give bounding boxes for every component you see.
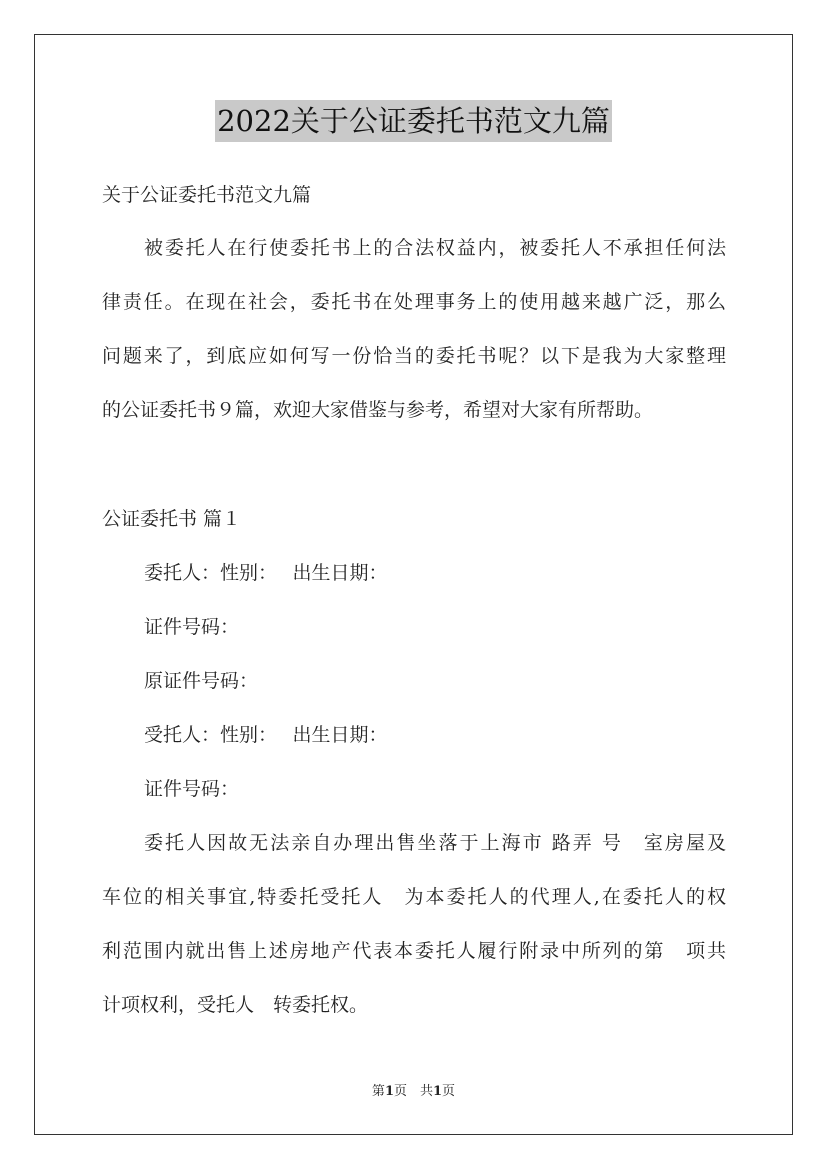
intro-line-3: 问题来了，到底应如何写一份恰当的委托书呢？以下是我为大家整理 bbox=[102, 345, 726, 367]
footer-page-suffix: 页 共 bbox=[393, 1084, 433, 1099]
body-line-4: 计项权利，受托人 转委托权。 bbox=[102, 994, 369, 1016]
body-line-3: 利范围内就出售上述房地产代表本委托人履行附录中所列的第 项共 bbox=[102, 940, 726, 962]
document-title: 2022关于公证委托书范文九篇 bbox=[215, 100, 612, 142]
page-footer bbox=[0, 1083, 827, 1101]
footer-page-number: 1 bbox=[384, 1084, 394, 1099]
field-original-id: 原证件号码： bbox=[144, 670, 259, 692]
body-line-1: 委托人因故无法亲自办理出售坐落于上海市 路弄 号 室房屋及 bbox=[144, 832, 726, 854]
title-container bbox=[0, 100, 827, 142]
footer-total-pages: 1 bbox=[433, 1084, 443, 1099]
field-principal: 委托人：性别： 出生日期： bbox=[144, 562, 388, 584]
body-line-2: 车位的相关事宜,特委托受托人 为本委托人的代理人,在委托人的权 bbox=[102, 886, 726, 908]
field-principal-id: 证件号码： bbox=[144, 616, 240, 638]
field-agent: 受托人：性别： 出生日期： bbox=[144, 724, 388, 746]
footer-total-suffix: 页 bbox=[442, 1084, 456, 1099]
intro-line-4: 的公证委托书９篇，欢迎大家借鉴与参考，希望对大家有所帮助。 bbox=[102, 399, 654, 421]
intro-line-1: 被委托人在行使委托书上的合法权益内，被委托人不承担任何法 bbox=[144, 237, 726, 259]
field-agent-id: 证件号码： bbox=[144, 778, 240, 800]
section-heading: 公证委托书 篇１ bbox=[102, 508, 242, 530]
intro-line-2: 律责任。在现在社会，委托书在处理事务上的使用越来越广泛，那么 bbox=[102, 291, 726, 313]
footer-page-prefix: 第 bbox=[371, 1084, 385, 1099]
document-subtitle: 关于公证委托书范文九篇 bbox=[102, 184, 312, 206]
